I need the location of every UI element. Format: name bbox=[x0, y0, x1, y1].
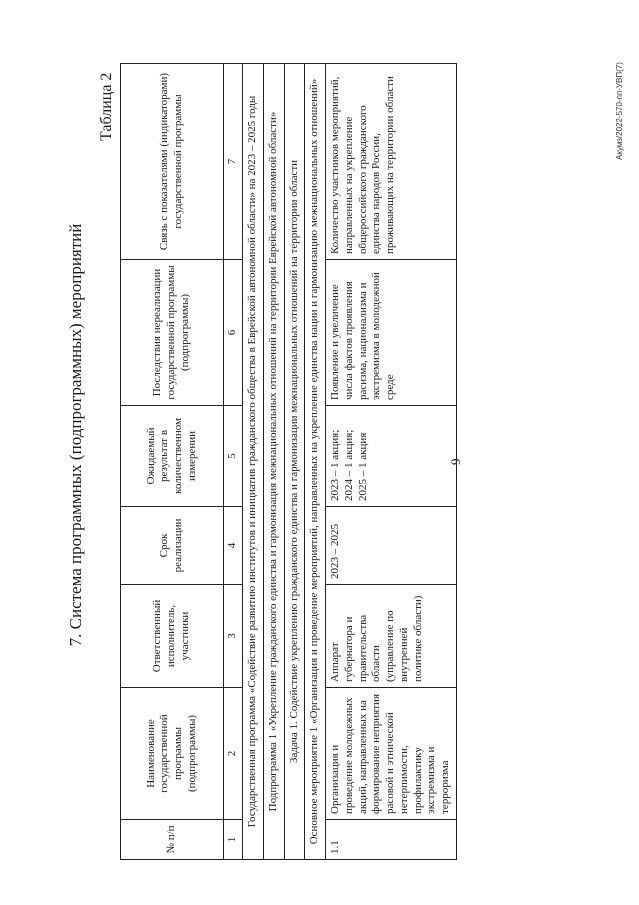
main-event-row bbox=[305, 64, 326, 860]
subprogram-row bbox=[263, 64, 284, 860]
column-numbers-row bbox=[224, 64, 243, 860]
column-number: 2 bbox=[224, 688, 243, 820]
header-cell-term: Срок реализации bbox=[121, 507, 224, 585]
event-executor: Аппарат губернатора и правительства области (управление по внутренней политике области) bbox=[326, 585, 457, 688]
section-title: 7. Система программных (подпрограммных) мероприятий bbox=[66, 223, 85, 647]
header-cell-name: Наименование государственной программы (подпрограммы) bbox=[121, 688, 224, 820]
table-label: Таблица 2 bbox=[98, 72, 115, 141]
event-name: Организация и проведение молодежных акций, направленных на формирование неприятия расовой и этнической нетерпимости, профилактику экстремизма и терроризма bbox=[326, 688, 457, 820]
column-number: 4 bbox=[224, 507, 243, 585]
column-number: 5 bbox=[224, 406, 243, 507]
header-row bbox=[121, 64, 224, 860]
subprogram-title: Подпрограмма 1 «Укрепление гражданского единства и гармонизация межнациональных отношений на территории Еврейской автономной области» bbox=[263, 64, 284, 860]
event-consequences: Появление и увеличение числа фактов проявления расизма, национализма и экстремизма в молодежной среде bbox=[326, 260, 457, 406]
page-number: 9 bbox=[448, 458, 463, 465]
header-cell-result: Ожидаемый результат в количественном измерении bbox=[121, 406, 224, 507]
program-title: Государственная программа «Содействие развитию институтов и инициатив гражданского общества в Еврейской автономной области» на 2023 – 2025 годы bbox=[243, 64, 264, 860]
row-number: 1.1 bbox=[326, 820, 457, 860]
header-cell-indicator: Связь с показателями (индикаторами) государственной программы bbox=[121, 64, 224, 260]
event-indicator: Количество участников мероприятий, направленных на укрепление общероссийского гражданского единства народов России, проживающих на территории области bbox=[326, 64, 457, 260]
main-event-title: Основное мероприятие 1 «Организация и проведение мероприятий, направленных на укрепление единства нации и гармонизацию межнациональных отношений» bbox=[305, 64, 326, 860]
column-number: 6 bbox=[224, 260, 243, 406]
header-cell-executor: Ответственный исполнитель, участники bbox=[121, 585, 224, 688]
program-events-table bbox=[120, 63, 457, 860]
column-number: 7 bbox=[224, 64, 243, 260]
table-row bbox=[326, 64, 457, 860]
header-cell-consequences: Последствия нереализации государственной программы (подпрограммы) bbox=[121, 260, 224, 406]
event-term: 2023 – 2025 bbox=[326, 507, 457, 585]
header-cell-num: № п/п bbox=[121, 820, 224, 860]
event-result: 2023 – 1 акция; 2024 – 1 акция; 2025 – 1 акция bbox=[326, 406, 457, 507]
column-number: 1 bbox=[224, 820, 243, 860]
program-row bbox=[243, 64, 264, 860]
task-title: Задача 1. Содействие укреплению гражданского единства и гармонизации межнациональных отношений на территории области bbox=[284, 64, 305, 860]
document-footer: Акумз/2022-570-пп-УВП(7) bbox=[615, 62, 624, 160]
task-row bbox=[284, 64, 305, 860]
column-number: 3 bbox=[224, 585, 243, 688]
